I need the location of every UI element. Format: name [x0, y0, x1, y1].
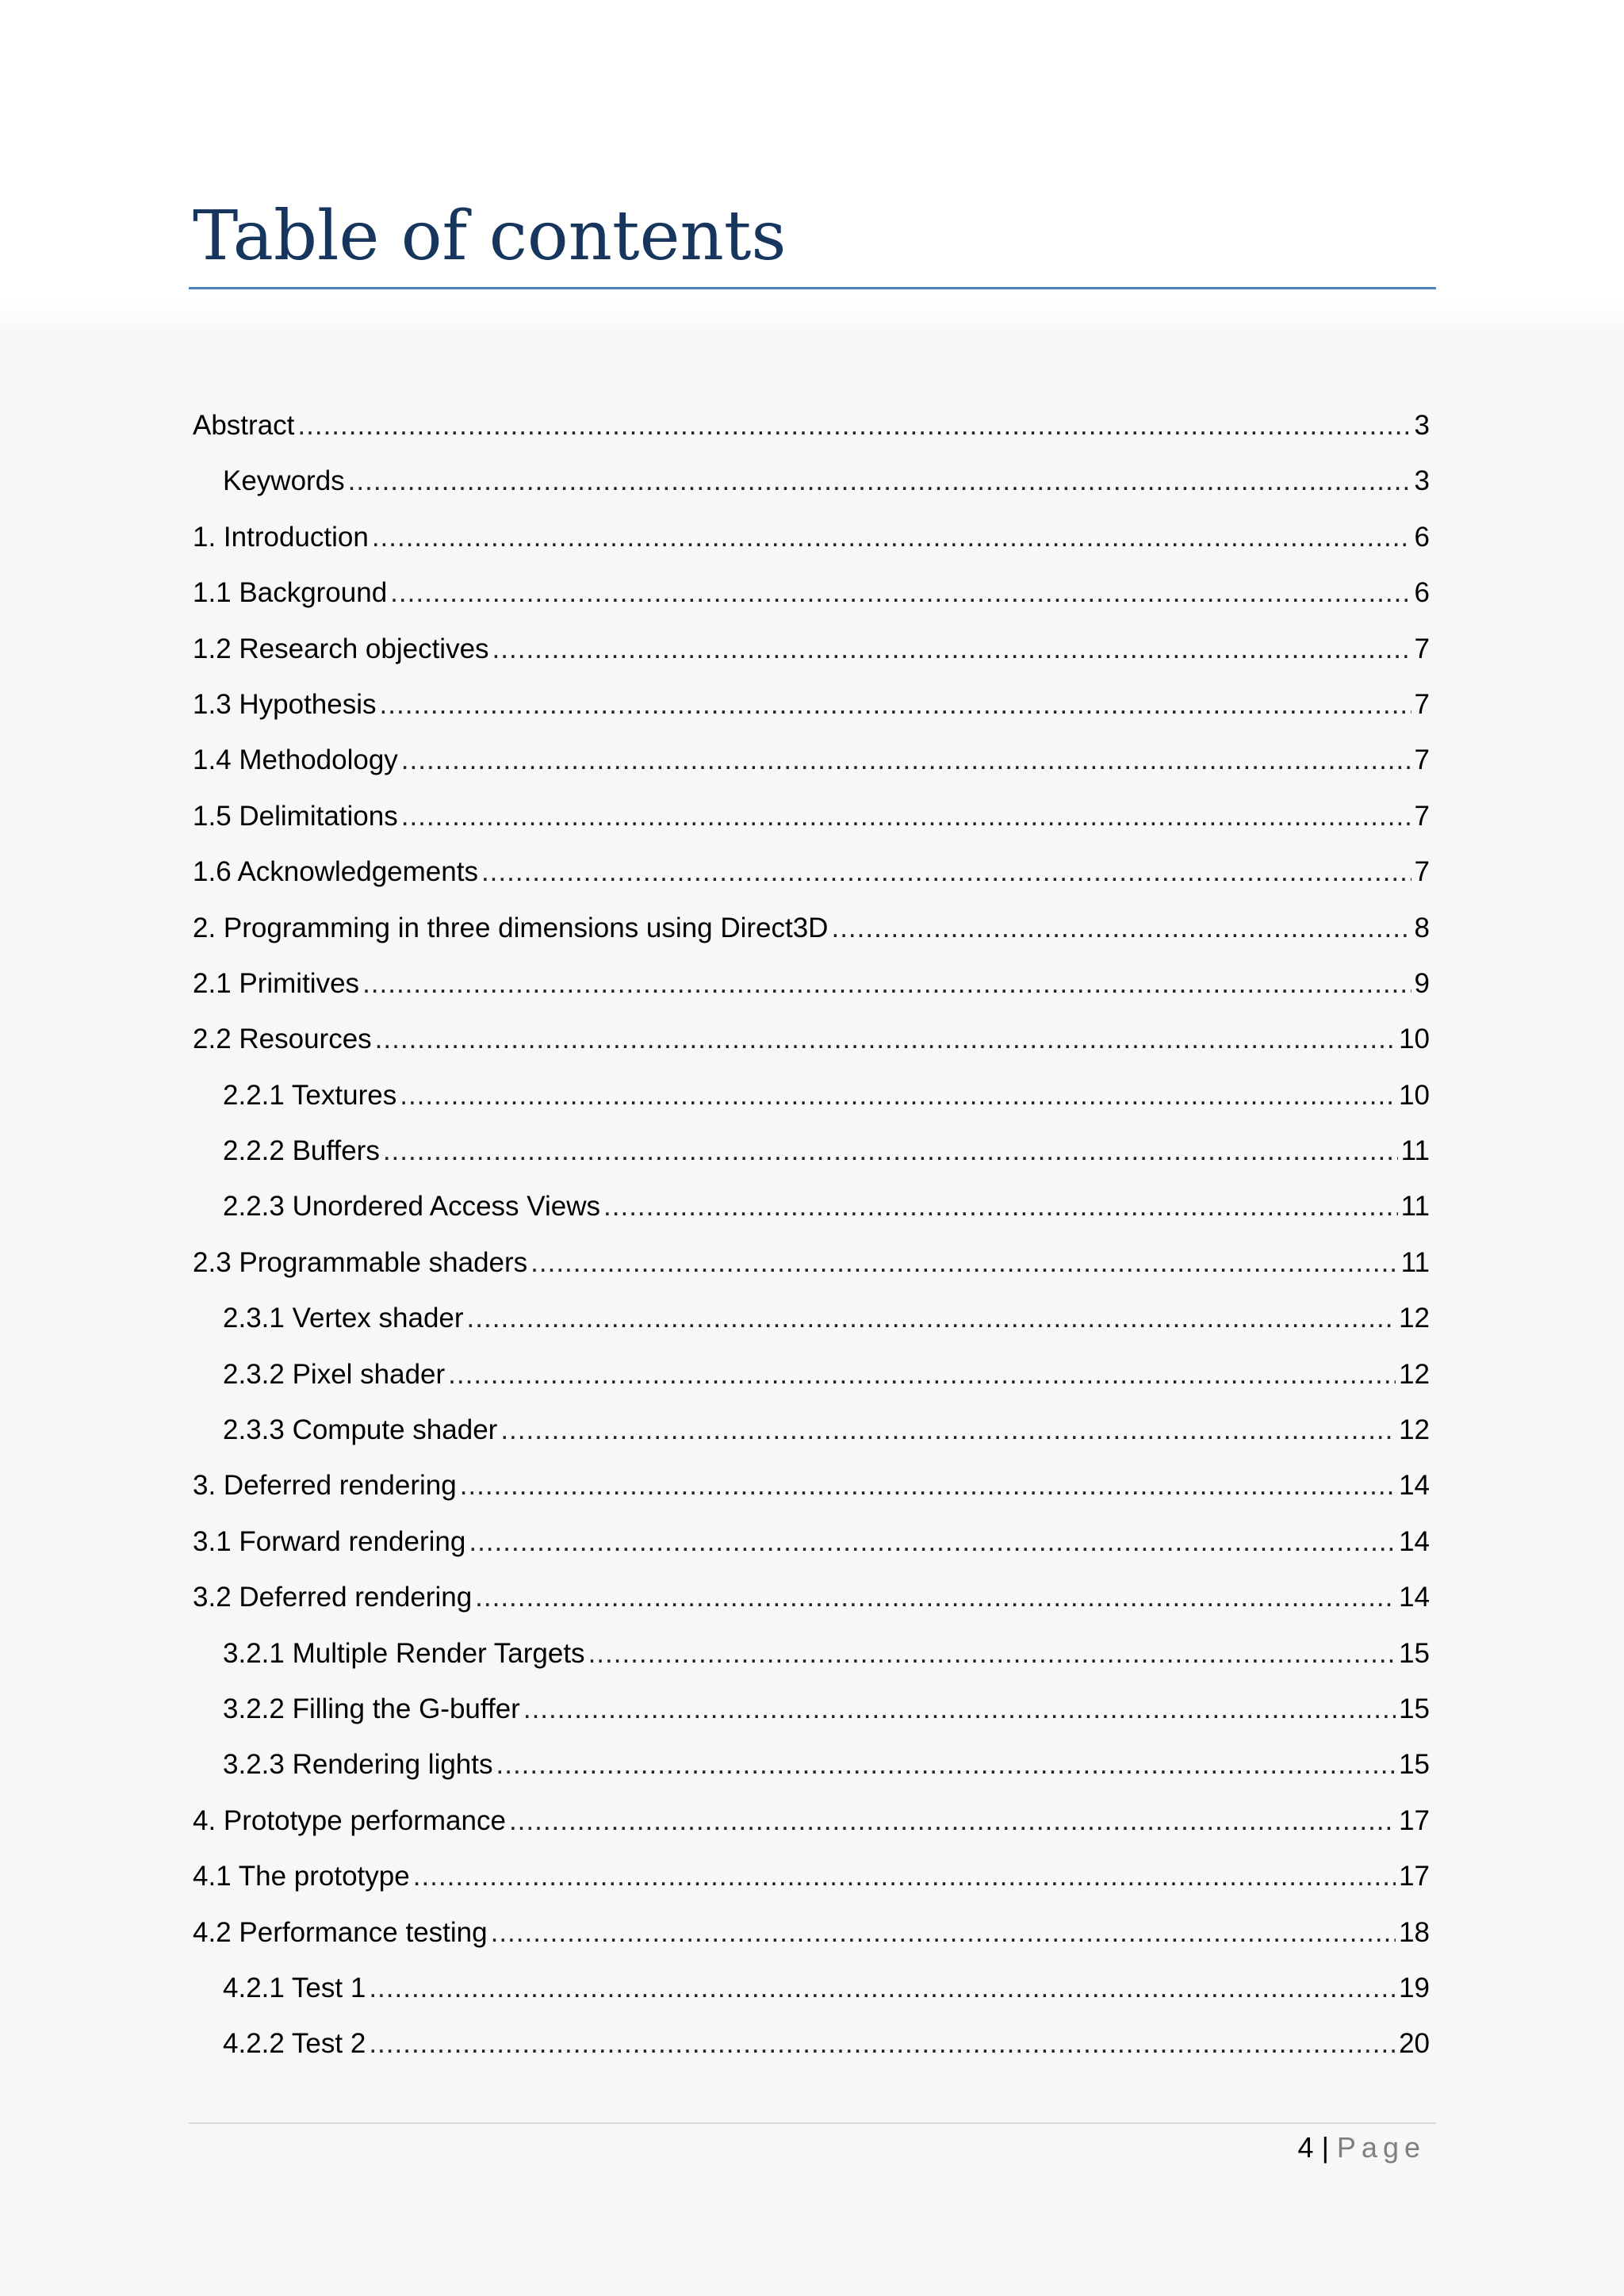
toc-dot-leader: [467, 1295, 1396, 1341]
toc-entry-page-number: 15: [1399, 1693, 1430, 1724]
toc-entry[interactable]: [193, 403, 1430, 458]
toc-entry-page-number: 15: [1399, 1749, 1430, 1781]
toc-entry[interactable]: [193, 682, 1430, 737]
toc-entry[interactable]: [193, 1295, 1430, 1351]
footer-page-number: 4: [1297, 2131, 1314, 2164]
toc-entry-page-number: 12: [1399, 1303, 1430, 1334]
toc-dot-leader: [448, 1352, 1396, 1398]
toc-entry-page-number: 10: [1399, 1024, 1430, 1055]
toc-entry-title: 3.2 Deferred rendering: [193, 1582, 473, 1613]
toc-entry-title: 4.1 The prototype: [193, 1861, 410, 1892]
toc-entry-title: 4.2.2 Test 2: [223, 2028, 366, 2060]
toc-dot-leader: [492, 626, 1411, 672]
toc-entry-title: 1.6 Acknowledgements: [193, 856, 478, 888]
toc-dot-leader: [369, 2021, 1396, 2067]
toc-entry-title: 1.1 Background: [193, 577, 388, 609]
toc-entry-title: 2.3.2 Pixel shader: [223, 1358, 446, 1390]
toc-entry-page-number: 17: [1399, 1804, 1430, 1836]
toc-entry[interactable]: [193, 1686, 1430, 1742]
toc-dot-leader: [401, 794, 1411, 840]
toc-dot-leader: [348, 458, 1411, 504]
toc-entry[interactable]: [193, 1742, 1430, 1797]
toc-entry-page-number: 17: [1399, 1861, 1430, 1892]
toc-entry-page-number: 14: [1399, 1582, 1430, 1613]
toc-entry[interactable]: [193, 1854, 1430, 1909]
toc-dot-leader: [362, 961, 1411, 1007]
toc-entry-page-number: 11: [1400, 1135, 1430, 1167]
toc-entry[interactable]: [193, 1016, 1430, 1072]
toc-entry[interactable]: [193, 1798, 1430, 1854]
toc-dot-leader: [460, 1463, 1396, 1509]
toc-entry-title: 1. Introduction: [193, 521, 369, 553]
toc-entry[interactable]: [193, 737, 1430, 793]
toc-dot-leader: [475, 1575, 1396, 1621]
toc-dot-leader: [530, 1240, 1398, 1286]
toc-entry-title: 2.1 Primitives: [193, 967, 360, 999]
toc-entry-page-number: 10: [1399, 1079, 1430, 1111]
toc-entry-title: 3.2.2 Filling the G-buffer: [223, 1693, 520, 1724]
toc-dot-leader: [500, 1407, 1396, 1453]
toc-entry-title: 2.2.3 Unordered Access Views: [223, 1191, 601, 1223]
toc-entry-page-number: 12: [1399, 1414, 1430, 1446]
toc-entry-title: 2.2 Resources: [193, 1024, 372, 1055]
toc-entry[interactable]: [193, 1407, 1430, 1463]
toc-entry-title: 4.2 Performance testing: [193, 1916, 488, 1948]
toc-entry[interactable]: [193, 1352, 1430, 1407]
toc-entry-page-number: 12: [1399, 1358, 1430, 1390]
footer-page-label: Page: [1336, 2131, 1426, 2164]
toc-entry-title: Abstract: [193, 410, 295, 441]
toc-dot-leader: [390, 570, 1411, 616]
table-of-contents: [193, 403, 1430, 2077]
toc-entry-page-number: 3: [1414, 410, 1430, 441]
toc-entry-page-number: 7: [1414, 856, 1430, 888]
toc-entry[interactable]: [193, 905, 1430, 961]
toc-entry-page-number: 20: [1399, 2028, 1430, 2060]
toc-entry[interactable]: [193, 849, 1430, 905]
toc-dot-leader: [413, 1854, 1396, 1900]
toc-dot-leader: [509, 1798, 1396, 1844]
toc-entry[interactable]: [193, 1519, 1430, 1575]
footer-separator: |: [1321, 2131, 1329, 2164]
toc-entry-page-number: 11: [1400, 1246, 1430, 1278]
toc-dot-leader: [588, 1631, 1396, 1677]
toc-entry-title: 1.3 Hypothesis: [193, 688, 377, 720]
toc-entry-page-number: 7: [1414, 633, 1430, 664]
toc-dot-leader: [469, 1519, 1396, 1565]
toc-entry-title: 3.1 Forward rendering: [193, 1525, 466, 1557]
toc-entry-page-number: 14: [1399, 1525, 1430, 1557]
toc-entry-title: 2.2.1 Textures: [223, 1079, 397, 1111]
toc-entry[interactable]: [193, 1910, 1430, 1965]
toc-entry-page-number: 3: [1414, 465, 1430, 497]
toc-dot-leader: [375, 1016, 1396, 1062]
title-divider: [189, 287, 1436, 289]
toc-entry[interactable]: [193, 1631, 1430, 1686]
toc-entry-title: Keywords: [223, 465, 345, 497]
toc-dot-leader: [401, 737, 1411, 783]
toc-entry-page-number: 7: [1414, 800, 1430, 832]
toc-entry-page-number: 18: [1399, 1916, 1430, 1948]
toc-entry-page-number: 6: [1414, 521, 1430, 553]
toc-dot-leader: [372, 515, 1411, 561]
toc-entry[interactable]: [193, 515, 1430, 570]
toc-entry-title: 2.3 Programmable shaders: [193, 1246, 528, 1278]
toc-entry-title: 2.2.2 Buffers: [223, 1135, 380, 1167]
toc-entry-title: 1.2 Research objectives: [193, 633, 489, 664]
toc-entry-title: 4.2.1 Test 1: [223, 1972, 366, 2003]
footer-divider: [189, 2122, 1436, 2124]
toc-entry[interactable]: [193, 1240, 1430, 1295]
toc-dot-leader: [297, 403, 1411, 449]
toc-entry[interactable]: [193, 2021, 1430, 2076]
toc-entry[interactable]: [193, 1575, 1430, 1630]
toc-dot-leader: [369, 1965, 1396, 2011]
toc-entry-page-number: 11: [1400, 1191, 1430, 1223]
toc-entry-title: 3.2.1 Multiple Render Targets: [223, 1637, 585, 1669]
toc-entry-title: 2. Programming in three dimensions using Direct3D: [193, 912, 829, 943]
toc-entry-page-number: 7: [1414, 744, 1430, 776]
toc-entry-title: 3.2.3 Rendering lights: [223, 1749, 493, 1781]
toc-entry-title: 3. Deferred rendering: [193, 1470, 457, 1502]
toc-entry-page-number: 14: [1399, 1470, 1430, 1502]
toc-entry-page-number: 7: [1414, 688, 1430, 720]
toc-entry-title: 2.3.1 Vertex shader: [223, 1303, 464, 1334]
toc-entry-page-number: 15: [1399, 1637, 1430, 1669]
toc-dot-leader: [603, 1184, 1398, 1230]
toc-entry-title: 1.4 Methodology: [193, 744, 398, 776]
toc-dot-leader: [383, 1128, 1398, 1174]
toc-entry[interactable]: [193, 570, 1430, 626]
toc-entry-title: 4. Prototype performance: [193, 1804, 506, 1836]
toc-dot-leader: [481, 849, 1411, 895]
toc-entry[interactable]: [193, 458, 1430, 514]
toc-entry[interactable]: [193, 626, 1430, 682]
toc-entry-title: 2.3.3 Compute shader: [223, 1414, 498, 1446]
toc-dot-leader: [496, 1742, 1396, 1788]
toc-dot-leader: [491, 1910, 1396, 1956]
toc-dot-leader: [523, 1686, 1396, 1732]
toc-dot-leader: [380, 682, 1411, 728]
page-footer: [1298, 2128, 1426, 2168]
toc-entry-page-number: 6: [1414, 577, 1430, 609]
toc-entry-title: 1.5 Delimitations: [193, 800, 398, 832]
toc-entry-page-number: 8: [1414, 912, 1430, 943]
toc-entry-page-number: 9: [1414, 967, 1430, 999]
toc-entry[interactable]: [193, 1965, 1430, 2021]
toc-dot-leader: [831, 905, 1411, 951]
toc-entry[interactable]: [193, 1184, 1430, 1239]
toc-entry-page-number: 19: [1399, 1972, 1430, 2003]
page-title: Table of contents: [193, 197, 787, 276]
toc-entry[interactable]: [193, 1128, 1430, 1184]
toc-entry[interactable]: [193, 961, 1430, 1016]
toc-entry[interactable]: [193, 1073, 1430, 1128]
toc-entry[interactable]: [193, 1463, 1430, 1518]
toc-dot-leader: [400, 1073, 1396, 1119]
toc-entry[interactable]: [193, 794, 1430, 849]
